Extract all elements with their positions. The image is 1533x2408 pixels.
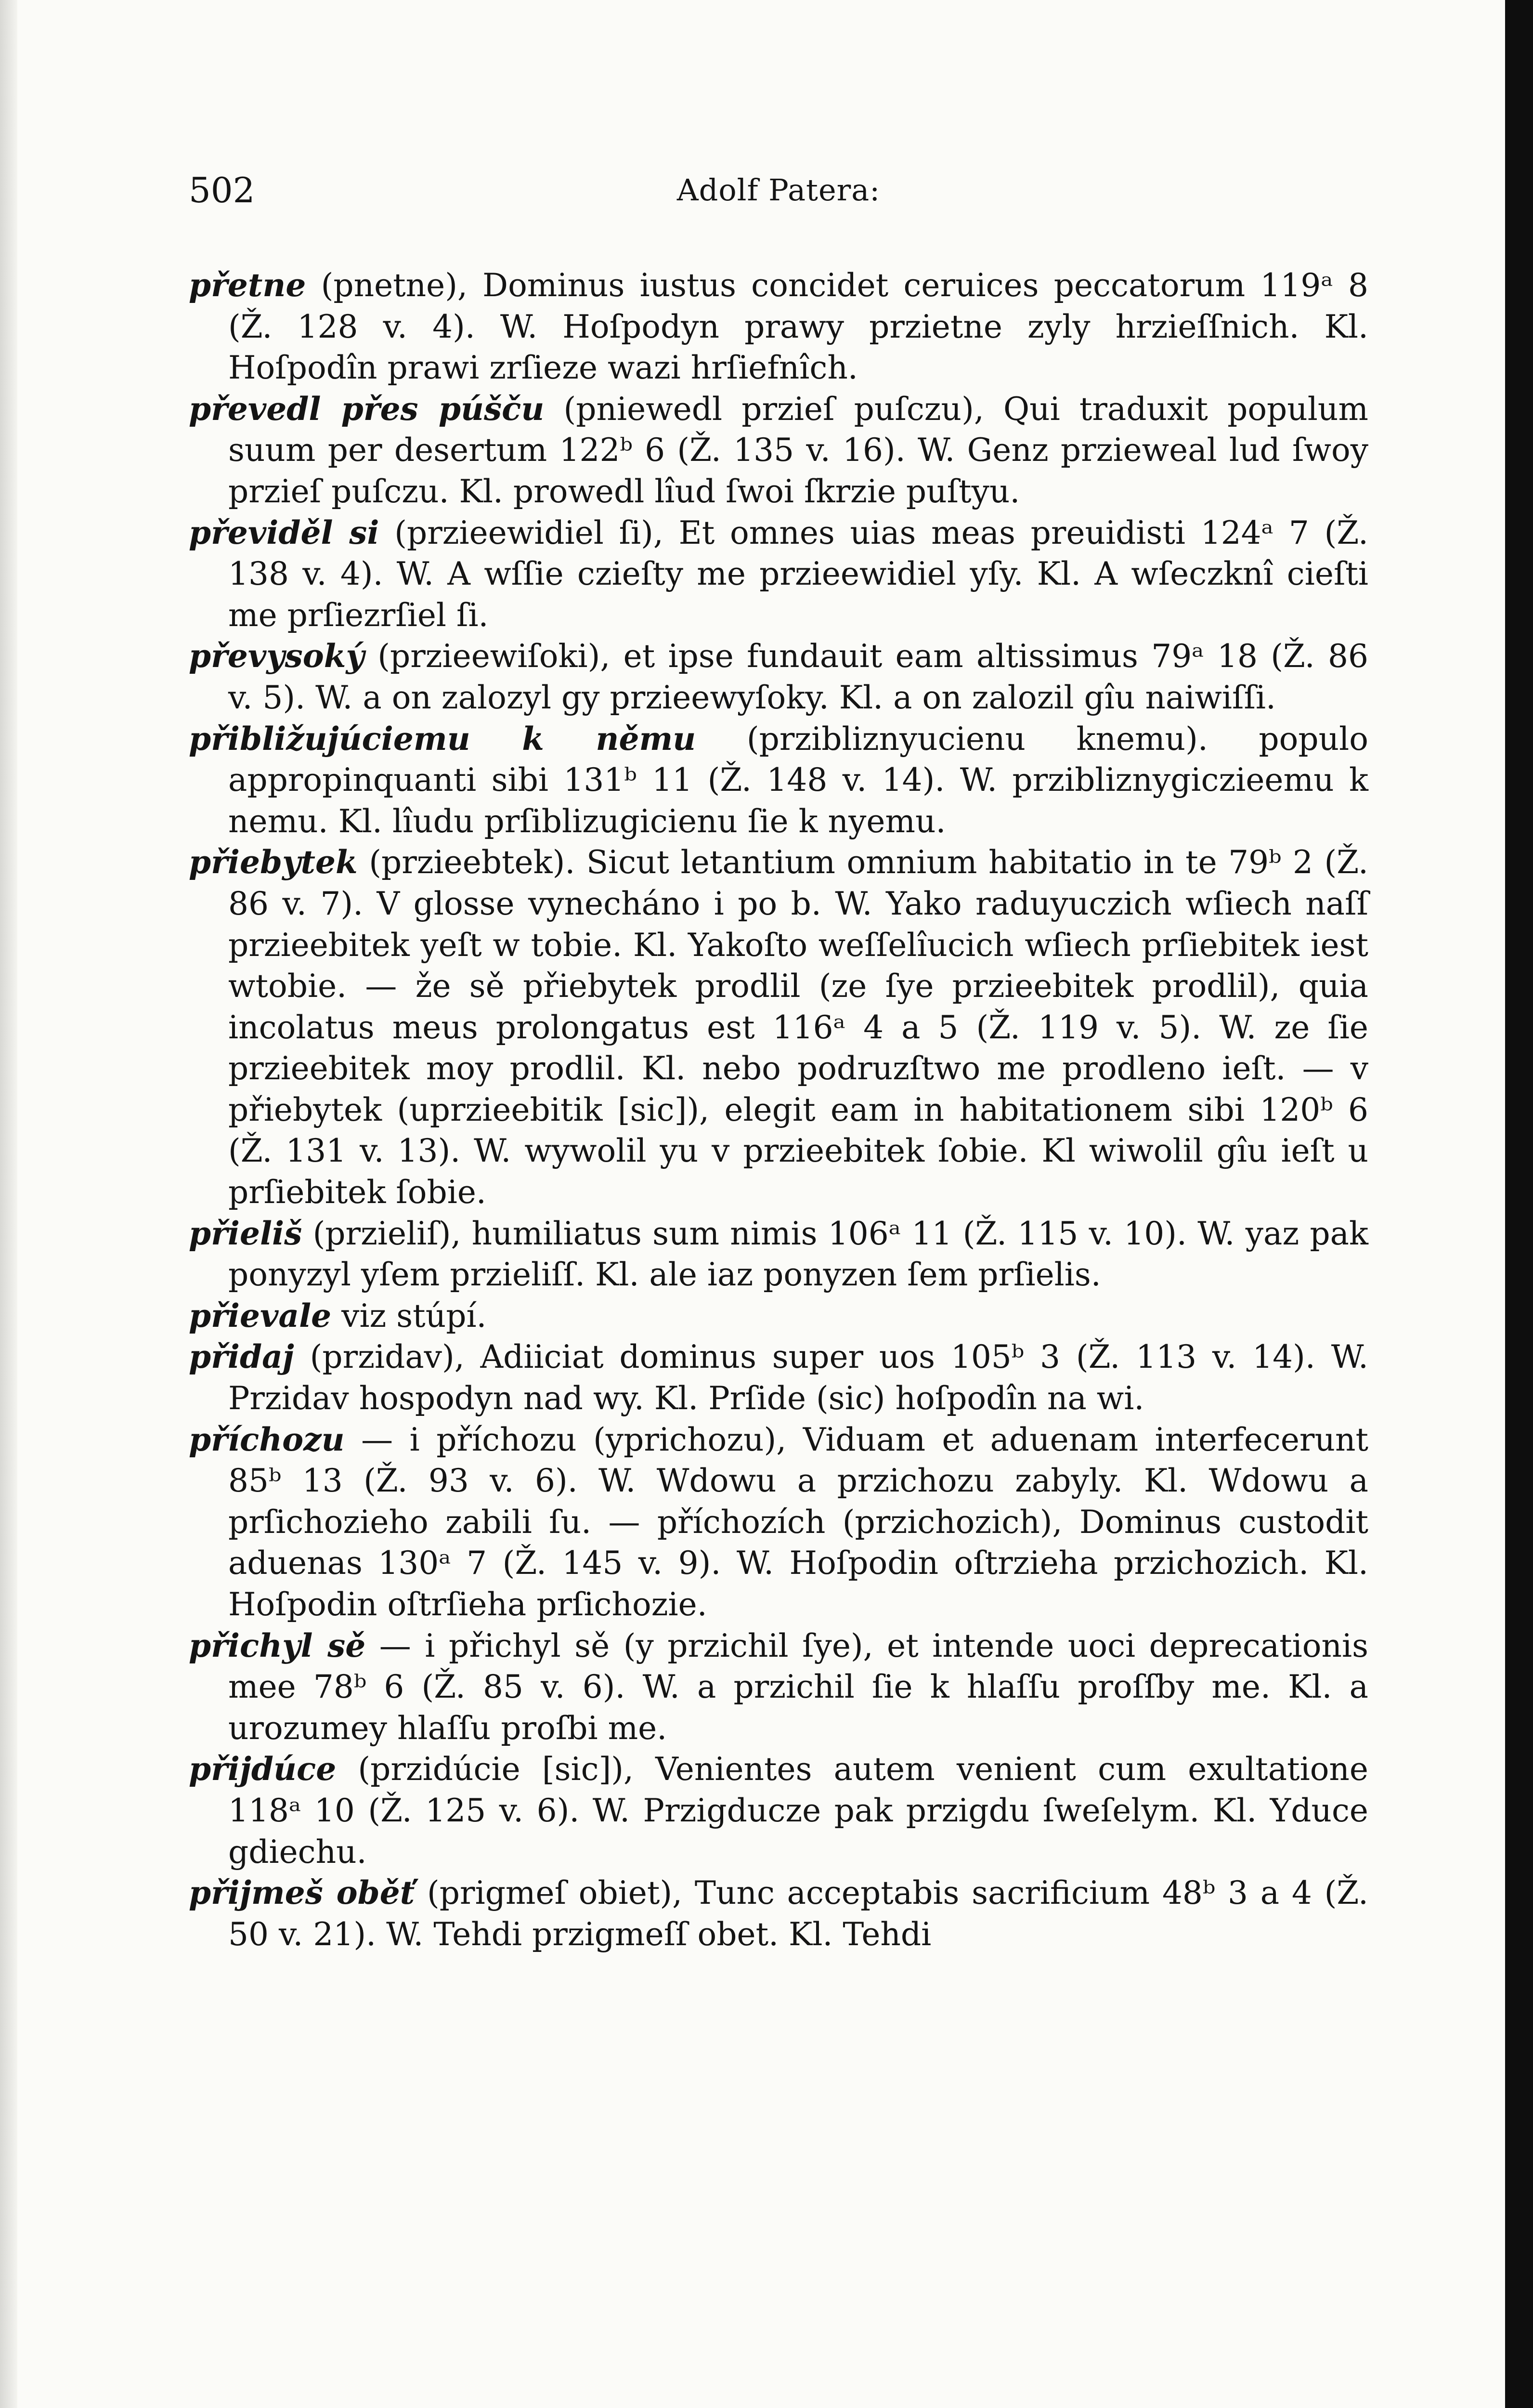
entry-body: (pniewedl przieſ puſczu), Qui traduxit populum suum per desertum 122ᵇ 6 (Ž. 135 v. 16). W. Genz przieweal lud ſwoy przieſ puſczu. Kl. prowedl lîud ſwoi ſkrzie puſtyu. <box>228 390 1369 510</box>
entry-body: (przieewiſoki), et ipse fundauit eam altissimus 79ᵃ 18 (Ž. 86 v. 5). W. a on zalozyl gy przieewyſoky. Kl. a on zalozil gîu naiwiſſi. <box>228 638 1368 716</box>
entry-body: (przidav), Adiiciat dominus super uos 105ᵇ 3 (Ž. 113 v. 14). W. Przidav hospodyn nad wy. Kl. Prſide (sic) hoſpodîn na wi. <box>228 1338 1369 1417</box>
headword: převedl přes púšču <box>189 390 545 428</box>
dictionary-text <box>189 265 1368 1955</box>
headword: příchozu <box>189 1420 345 1458</box>
dictionary-entry <box>189 1296 1368 1337</box>
entry-body: (przibliznyucienu knemu). populo appropinquanti sibi 131ᵇ 11 (Ž. 148 v. 14). W. przibliznygiczieemu k nemu. Kl. lîudu prſiblizugicienu ſie k nyemu. <box>228 720 1368 840</box>
dictionary-entry <box>189 512 1368 636</box>
dictionary-entry <box>189 636 1368 718</box>
dictionary-entry <box>189 1336 1368 1419</box>
headword: přibližujúciemu k němu <box>189 720 696 758</box>
dictionary-entry <box>189 1872 1368 1955</box>
headword: přijmeš oběť <box>189 1874 415 1912</box>
entry-body: — i příchozu (yprichozu), Viduam et aduenam interfecerunt 85ᵇ 13 (Ž. 93 v. 6). W. Wdowu a przichozu zabyly. Kl. Wdowu a prſichozieho zabili ſu. — příchozích (przichozich), Dominus custodit aduenas 130ᵃ 7 (Ž. 145 v. 9). W. Hoſpodin oſtrzieha przichozich. Kl. Hoſpodin oſtrſieha prſichozie. <box>228 1421 1368 1623</box>
dictionary-entry <box>189 1213 1368 1296</box>
page-left-edge <box>0 0 17 2408</box>
dictionary-entry <box>189 1419 1368 1625</box>
entry-body: (prigmeſ obiet), Tunc acceptabis sacrificium 48ᵇ 3 a 4 (Ž. 50 v. 21). W. Tehdi przigmeſſ obet. Kl. Tehdi <box>228 1874 1369 1953</box>
headword: převiděl si <box>189 513 379 551</box>
headword: přidaj <box>189 1338 294 1376</box>
running-head: Adolf Patera: <box>676 172 881 208</box>
dictionary-entry <box>189 842 1368 1213</box>
dictionary-entry <box>189 719 1368 842</box>
entry-body: (pnetne), Dominus iustus concidet ceruices peccatorum 119ᵃ 8 (Ž. 128 v. 4). W. Hoſpodyn prawy przietne zyly hrzieſſnich. Kl. Hoſpodîn prawi zrſieze wazi hrſiefnîch. <box>228 267 1368 387</box>
headword: přichyl sě <box>189 1626 366 1664</box>
dictionary-entry <box>189 1749 1368 1872</box>
page-header <box>189 169 1368 212</box>
entry-body: (przieebtek). Sicut letantium omnium habitatio in te 79ᵇ 2 (Ž. 86 v. 7). V glosse vynecháno i po b. W. Yako raduyuczich wſiech naſſ przieebitek yeſt w tobie. Kl. Yakoſto weſſelîucich wſiech prſiebitek iest wtobie. — že sě přiebytek prodlil (ze ſye przieebitek prodlil), quia incolatus meus prolongatus est 116ᵃ 4 a 5 (Ž. 119 v. 5). W. ze ſie przieebitek moy prodlil. Kl. nebo podruzſtwo me prodleno ieſt. — v přiebytek (uprzieebitik [sic]), elegit eam in habitationem sibi 120ᵇ 6 (Ž. 131 v. 13). W. wywolil yu v przieebitek ſobie. Kl wiwolil gîu ieſt u prſiebitek ſobie. <box>228 844 1368 1211</box>
headword: přiebytek <box>189 843 358 881</box>
dictionary-entry <box>189 265 1368 389</box>
headword: přetne <box>189 266 306 304</box>
page-right-margin <box>1495 0 1505 2408</box>
headword: přieliš <box>189 1214 302 1252</box>
page-number: 502 <box>189 170 255 210</box>
headword: přijdúce <box>189 1750 337 1788</box>
dictionary-entry <box>189 389 1368 512</box>
entry-body: — i přichyl sě (y przichil ſye), et intende uoci deprecationis mee 78ᵇ 6 (Ž. 85 v. 6). W. a przichil ſie k hlaſſu proſſby me. Kl. a urozumey hlaſſu proſbi me. <box>228 1627 1368 1747</box>
page-right-edge <box>1505 0 1533 2408</box>
headword: přievale <box>189 1296 332 1335</box>
entry-body: (przieewidiel ſi), Et omnes uias meas preuidisti 124ᵃ 7 (Ž. 138 v. 4). W. A wſſie czieſty me przieewidiel yſy. Kl. A wſeczknî cieſti me prſiezrſiel ſi. <box>228 514 1368 634</box>
headword: převysoký <box>189 637 364 675</box>
dictionary-entry <box>189 1625 1368 1749</box>
entry-body: viz stúpí. <box>341 1297 487 1335</box>
entry-body: (przieliſ), humiliatus sum nimis 106ᵃ 11 (Ž. 115 v. 10). W. yaz pak ponyzyl yſem przieliſſ. Kl. ale iaz ponyzen ſem prſielis. <box>228 1215 1368 1294</box>
entry-body: (przidúcie [sic]), Venientes autem venient cum exultatione 118ᵃ 10 (Ž. 125 v. 6). W. Przigducze pak przigdu ſweſelym. Kl. Yduce gdiechu. <box>228 1751 1368 1871</box>
